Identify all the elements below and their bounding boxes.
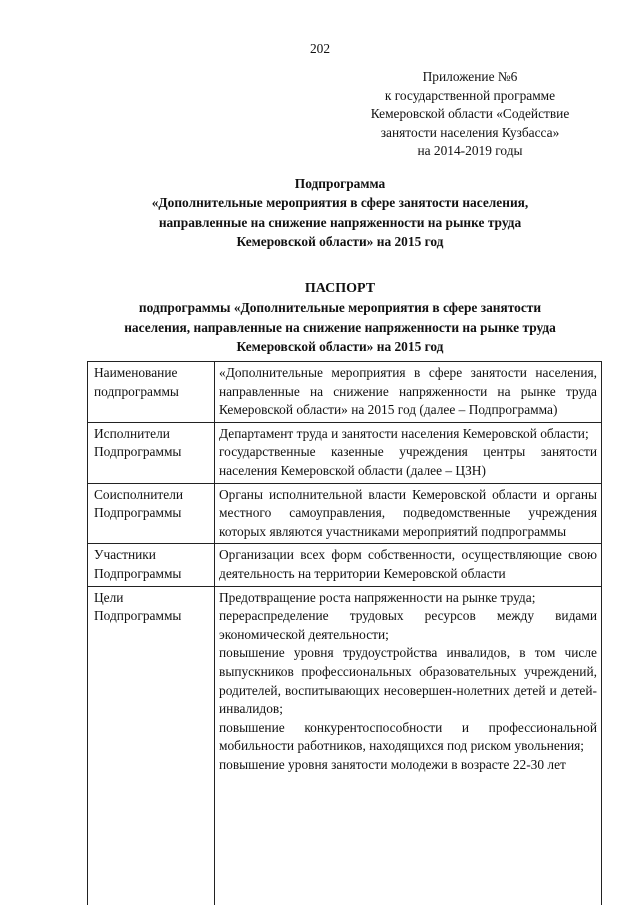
subprogram-heading-line: Подпрограмма [294, 176, 386, 191]
row-label: Наименование подпрограммы [88, 362, 215, 423]
value-paragraph: государственные казенные учреждения центры занятости населения Кемеровской области (далее – ЦЗН) [219, 444, 597, 478]
appendix-line: на 2014-2019 годы [417, 143, 523, 159]
value-paragraph: повышение уровня трудоустройства инвалидов, в том числе выпускников профессиональных образовательных учреждений, родителей, воспитывающих несовершен-нолетних детей и детей-инвалидов; [219, 645, 597, 717]
row-value [215, 422, 602, 483]
subprogram-heading-line: «Дополнительные мероприятия в сфере занятости населения, [151, 195, 529, 211]
value-paragraph: Департамент труда и занятости населения Кемеровской области; [219, 425, 589, 441]
passport-title: ПАСПОРТ [304, 281, 376, 296]
row-value [215, 544, 602, 586]
subprogram-heading-line: Кемеровской области» на 2015 год [236, 234, 444, 250]
passport-heading-line: населения, направленные на снижение напряженности на рынке труда [124, 319, 556, 335]
row-label: Исполнители Подпрограммы [88, 422, 215, 483]
table-row-co-executors [88, 483, 602, 544]
row-value [215, 586, 602, 905]
value-paragraph: «Дополнительные мероприятия в сфере занятости населения, направленные на снижение напряженности на рынке труда Кемеровской области» на 2015 год (далее – Подпрограмма) [219, 365, 597, 418]
appendix-note [330, 68, 610, 161]
subprogram-heading-line: направленные на снижение напряженности на рынке труда [158, 214, 522, 230]
value-paragraph: перераспределение трудовых ресурсов между видами экономической деятельности; [219, 608, 597, 642]
appendix-line: к государственной программе [384, 87, 556, 103]
subprogram-heading [60, 174, 620, 252]
appendix-line: Кемеровской области «Содействие [370, 106, 570, 122]
row-value [215, 362, 602, 423]
value-paragraph: Организации всех форм собственности, осуществляющие свою деятельность на территории Кемеровской области [219, 547, 597, 581]
page-number: 202 [309, 41, 331, 56]
value-paragraph: повышение уровня занятости молодежи в возрасте 22-30 лет [219, 756, 566, 772]
passport-heading [60, 279, 620, 357]
value-paragraph: повышение конкурентоспособности и профессиональной мобильности работников, находящихся под риском увольнения; [219, 719, 597, 754]
row-label: Цели Подпрограммы [88, 586, 215, 905]
row-label: Участники Подпрограммы [88, 544, 215, 586]
passport-heading-line: подпрограммы «Дополнительные мероприятия в сфере занятости [138, 300, 542, 316]
table-row-name [88, 362, 602, 423]
table-row-participants [88, 544, 602, 586]
row-value [215, 483, 602, 544]
value-paragraph: Предотвращение роста напряженности на рынке труда; [219, 589, 536, 605]
passport-heading-line: Кемеровской области» на 2015 год [236, 339, 444, 355]
appendix-line: Приложение №6 [422, 69, 518, 84]
value-paragraph: Органы исполнительной власти Кемеровской области и органы местного самоуправления, подведомственные учреждения которых являются участниками мероприятий подпрограммы [219, 486, 597, 539]
table-row-executors [88, 422, 602, 483]
row-label: Соисполнители Подпрограммы [88, 483, 215, 544]
table-row-goals [88, 586, 602, 905]
passport-table [87, 361, 602, 905]
appendix-line: занятости населения Кузбасса» [380, 124, 560, 140]
